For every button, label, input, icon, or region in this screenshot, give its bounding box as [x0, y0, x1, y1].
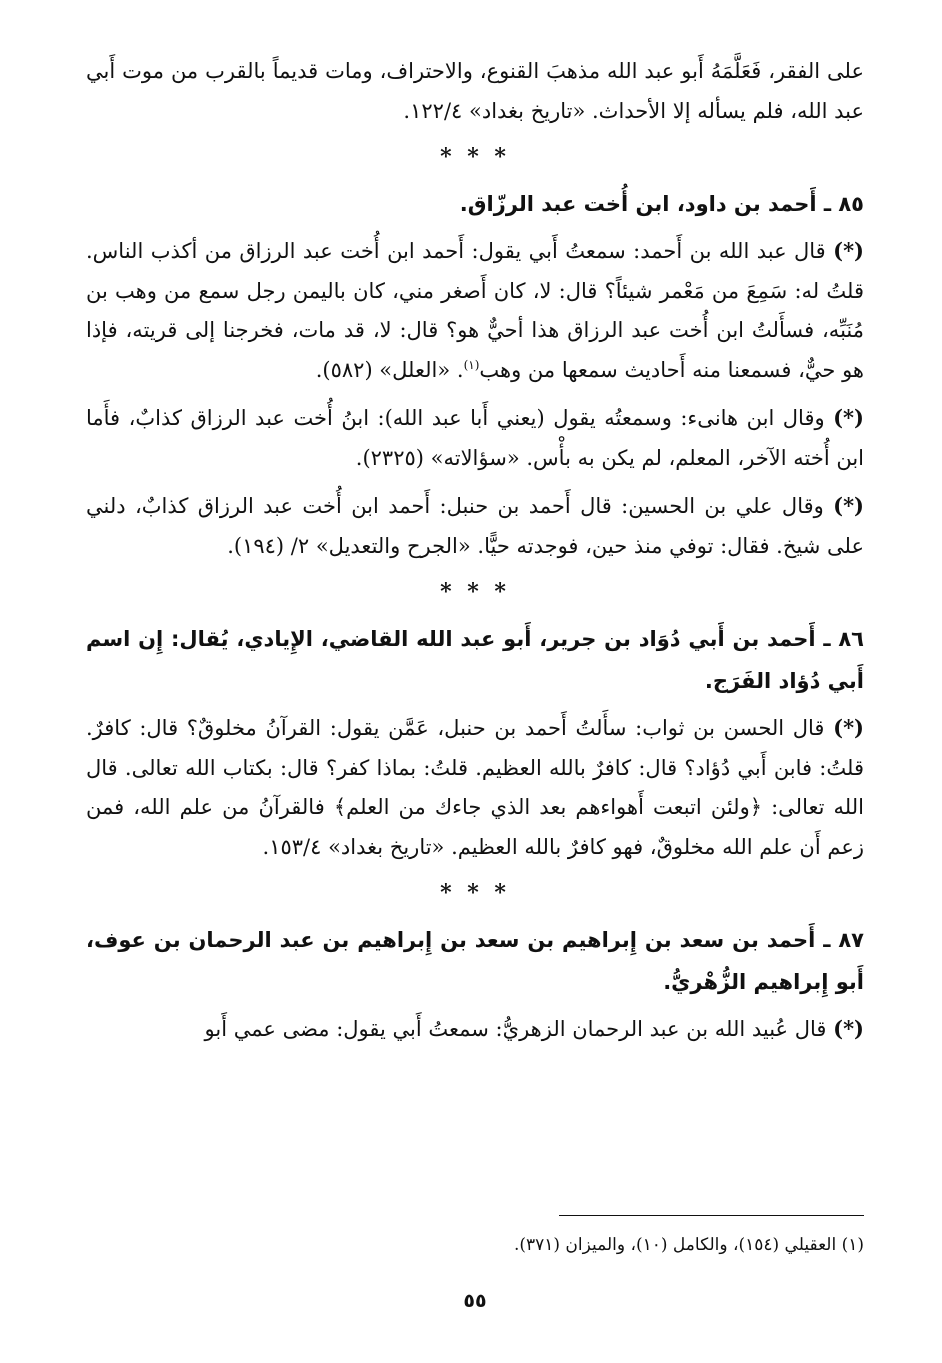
document-page: [86, 52, 864, 1352]
page-number: ٥٥: [463, 1290, 487, 1312]
entry-85-paragraph-3: [86, 486, 864, 566]
entry-85-paragraph-3-text: وقال علي بن الحسين: قال أَحمد بن حنبل: أَحمد ابن أُخت عبد الرزاق كذابٌ، دلني على شيخ. فقال: توفي منذ حين، فوجدته حيًّا. «الجرح والتعديل» ٢/ (١٩٤).: [86, 494, 864, 558]
entry-85-paragraph-1-source: . «العلل» (٥٨٢).: [315, 357, 464, 382]
asterisk-marker: (*): [833, 493, 864, 518]
footnote-divider: [559, 1215, 864, 1216]
entry-87-paragraph-1: [86, 1009, 864, 1050]
entry-86-paragraph-1: [86, 708, 864, 867]
entry-85-paragraph-2-text: وقال ابن هانىء: وسمعتُه يقول (يعني أَبا عبد الله): ابنُ أُخت عبد الرزاق كذابٌ، فأَما ابن أُخته الآخر، المعلم، لم يكن به بأْس. «سؤالاته» (٢٣٢٥).: [86, 406, 864, 470]
section-separator: * * *: [440, 579, 510, 605]
entry-85-paragraph-1-text: قال عبد الله بن أَحمد: سمعتُ أَبي يقول: أَحمد ابن أُخت عبد الرزاق من أكذب الناس. قلتُ له: سَمِعَ من مَعْمر شيئاً؟ قال: لا، كان أَصغر مني، كان باليمن رجل سمع من وهب بن مُنَبِّه، فسأَلتُ ابن أُخت عبد الرزاق هذا أحيٌّ هو؟ قال: لا، قد مات، فخرجنا إلى قريته، فإذا هو حيٌّ، فسمعنا منه أَحاديث سمعها من وهب: [86, 239, 864, 382]
asterisk-marker: (*): [833, 238, 864, 263]
footnote: (١) العقيلي (١٥٤)، والكامل (١٠)، والميزان (٣٧١).: [513, 1235, 864, 1255]
asterisk-marker: (*): [833, 1016, 864, 1041]
asterisk-marker: (*): [833, 715, 864, 740]
entry-85-paragraph-1: [86, 231, 864, 390]
entry-86-paragraph-1-text: قال الحسن بن ثواب: سأَلتُ أَحمد بن حنبل، عَمَّن يقول: القرآنُ مخلوقٌ؟ قال: كافرٌ. قلتُ: فابن أَبي دُؤاد؟ قال: كافرٌ بالله العظيم. قلتُ: بماذا كفر؟ قال: بكتاب الله تعالى. قال الله تعالى: ﴿ولئن اتبعت أَهواءهم بعد الذي جاءك من العلم﴾ فالقرآنُ من علم الله، فمن زعم أَن علم الله مخلوقٌ، فهو كافرٌ بالله العظيم. «تاريخ بغداد» ١٥٣/٤.: [86, 716, 864, 859]
entry-86-heading: ٨٦ ـ أَحمد بن أَبي دُوَاد بن جرير، أَبو عبد الله القاضي، الإِيادي، يُقال: إِن اسم أَبي دُؤاد الفَرَج.: [86, 627, 864, 693]
entry-87-heading: ٨٧ ـ أَحمد بن سعد بن إِبراهيم بن سعد بن إِبراهيم بن عبد الرحمان بن عوف، أَبو إِبراهيم الزُّهْريُّ.: [86, 928, 864, 994]
entry-87-paragraph-1-text: قال عُبيد الله بن عبد الرحمان الزهريُّ: سمعتُ أَبي يقول: مضى عمي أَبو: [204, 1017, 827, 1041]
intro-paragraph: على الفقر، فَعَلَّمَهُ أَبو عبد الله مذهبَ القنوع، والاحتراف، ومات قديماً بالقرب من موت أَبي عبد الله، فلم يسأله إلا الأحداث. «تاريخ بغداد» ١٢٢/٤.: [86, 59, 864, 123]
footnote-reference: (١): [463, 357, 480, 372]
entry-85-paragraph-2: [86, 398, 864, 478]
section-separator: * * *: [440, 144, 510, 170]
entry-85-heading: ٨٥ ـ أَحمد بن داود، ابن أُخت عبد الرزّاق.: [459, 192, 864, 216]
asterisk-marker: (*): [833, 405, 864, 430]
section-separator: * * *: [440, 880, 510, 906]
